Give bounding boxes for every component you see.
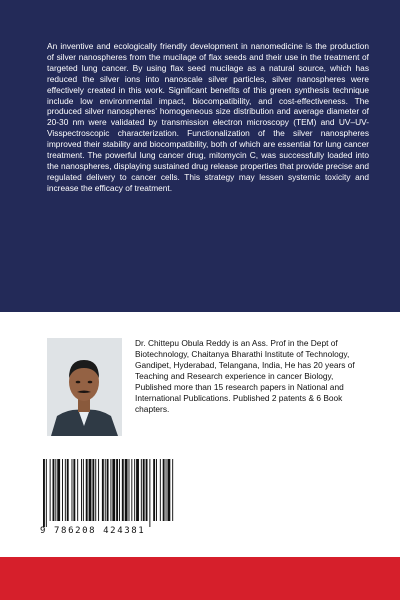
barcode-bar: [50, 459, 51, 521]
barcode-bar: [143, 459, 145, 521]
barcode-bar: [72, 459, 73, 521]
barcode-bar: [172, 459, 173, 521]
barcode-bar: [73, 459, 75, 521]
barcode-bar: [86, 459, 88, 521]
barcode-bar: [55, 459, 56, 521]
back-cover-red-band: [0, 557, 400, 600]
barcode-bar: [146, 459, 148, 521]
barcode-bar: [112, 459, 115, 521]
barcode-bar: [83, 459, 84, 521]
barcode-bar: [77, 459, 78, 521]
barcode-bar: [89, 459, 92, 521]
barcode-bars: [43, 459, 175, 527]
barcode-bar: [116, 459, 118, 521]
barcode-bar: [160, 459, 161, 521]
barcode-bar: [107, 459, 109, 521]
barcode-bar: [129, 459, 130, 521]
barcode-bar: [136, 459, 139, 521]
barcode-bar: [167, 459, 170, 521]
barcode-bar: [62, 459, 63, 521]
barcode-bar: [65, 459, 66, 521]
barcode-bar: [43, 459, 45, 527]
barcode-bar: [131, 459, 132, 521]
barcode-bar: [163, 459, 165, 521]
barcode-bar: [125, 459, 128, 521]
barcode-bar: [92, 459, 94, 521]
barcode-bar: [46, 459, 47, 527]
barcode-bar: [166, 459, 167, 521]
barcode-bar: [134, 459, 135, 521]
barcode-bar: [122, 459, 124, 521]
author-bio: Dr. Chittepu Obula Reddy is an Ass. Prof in the Dept of Biotechnology, Chaitanya Bharathi Institute of Technology, Gandipet, Hyderabad, Telangana, India, He has 20 years of Teaching and Research experience in cancer Biology, Published more than 15 research papers in National and International Publications. Published 2 patents & 6 Book chapters.: [135, 338, 355, 414]
barcode-bar: [53, 459, 55, 521]
barcode-bar: [110, 459, 111, 521]
barcode-bar: [67, 459, 69, 521]
barcode-bar: [98, 459, 99, 521]
isbn-number: 9 786208 424381: [40, 526, 146, 536]
abstract-text: An inventive and ecologically friendly development in nanomedicine is the production of silver nanospheres from the mucilage of flax seeds and their use in the treatment of targeted lung cancer. By using flax seed mucilage as a natural source, which has reduced the silver ions into nanoscale silver particles, silver nanospheres were effectively created in this work. Significant benefits of this green synthesis technique include low environmental impact, biocompatibility, and cost-effectiveness. The produced silver nanospheres' homogeneous size distribution and average diameter of 20-30 nm were validated by transmission electron microscopy (TEM) and UV–UV-Visspectroscopic characterization. Functionalization of the silver nanospheres improved their stability and biocompatibility, both of which are essential for lung cancer treatment. The powerful lung cancer drug, mitomycin C, was successfully loaded into the nanospheres, displaying sustained drug release properties that provide precise and regulated delivery to cancer cells. This strategy may lessen systemic toxicity and increase the efficacy of treatment.: [47, 41, 369, 193]
barcode-bar: [81, 459, 82, 521]
barcode-bar: [95, 459, 96, 521]
barcode-bar: [141, 459, 142, 521]
barcode-bar: [156, 459, 157, 521]
isbn-barcode: [40, 459, 180, 539]
author-section: [47, 338, 371, 438]
barcode-bar: [105, 459, 106, 521]
barcode-bar: [102, 459, 104, 521]
barcode-bar: [149, 459, 150, 527]
author-photo: [47, 338, 122, 436]
barcode-bar: [119, 459, 120, 521]
barcode-bar: [57, 459, 60, 521]
barcode-bar: [153, 459, 155, 521]
